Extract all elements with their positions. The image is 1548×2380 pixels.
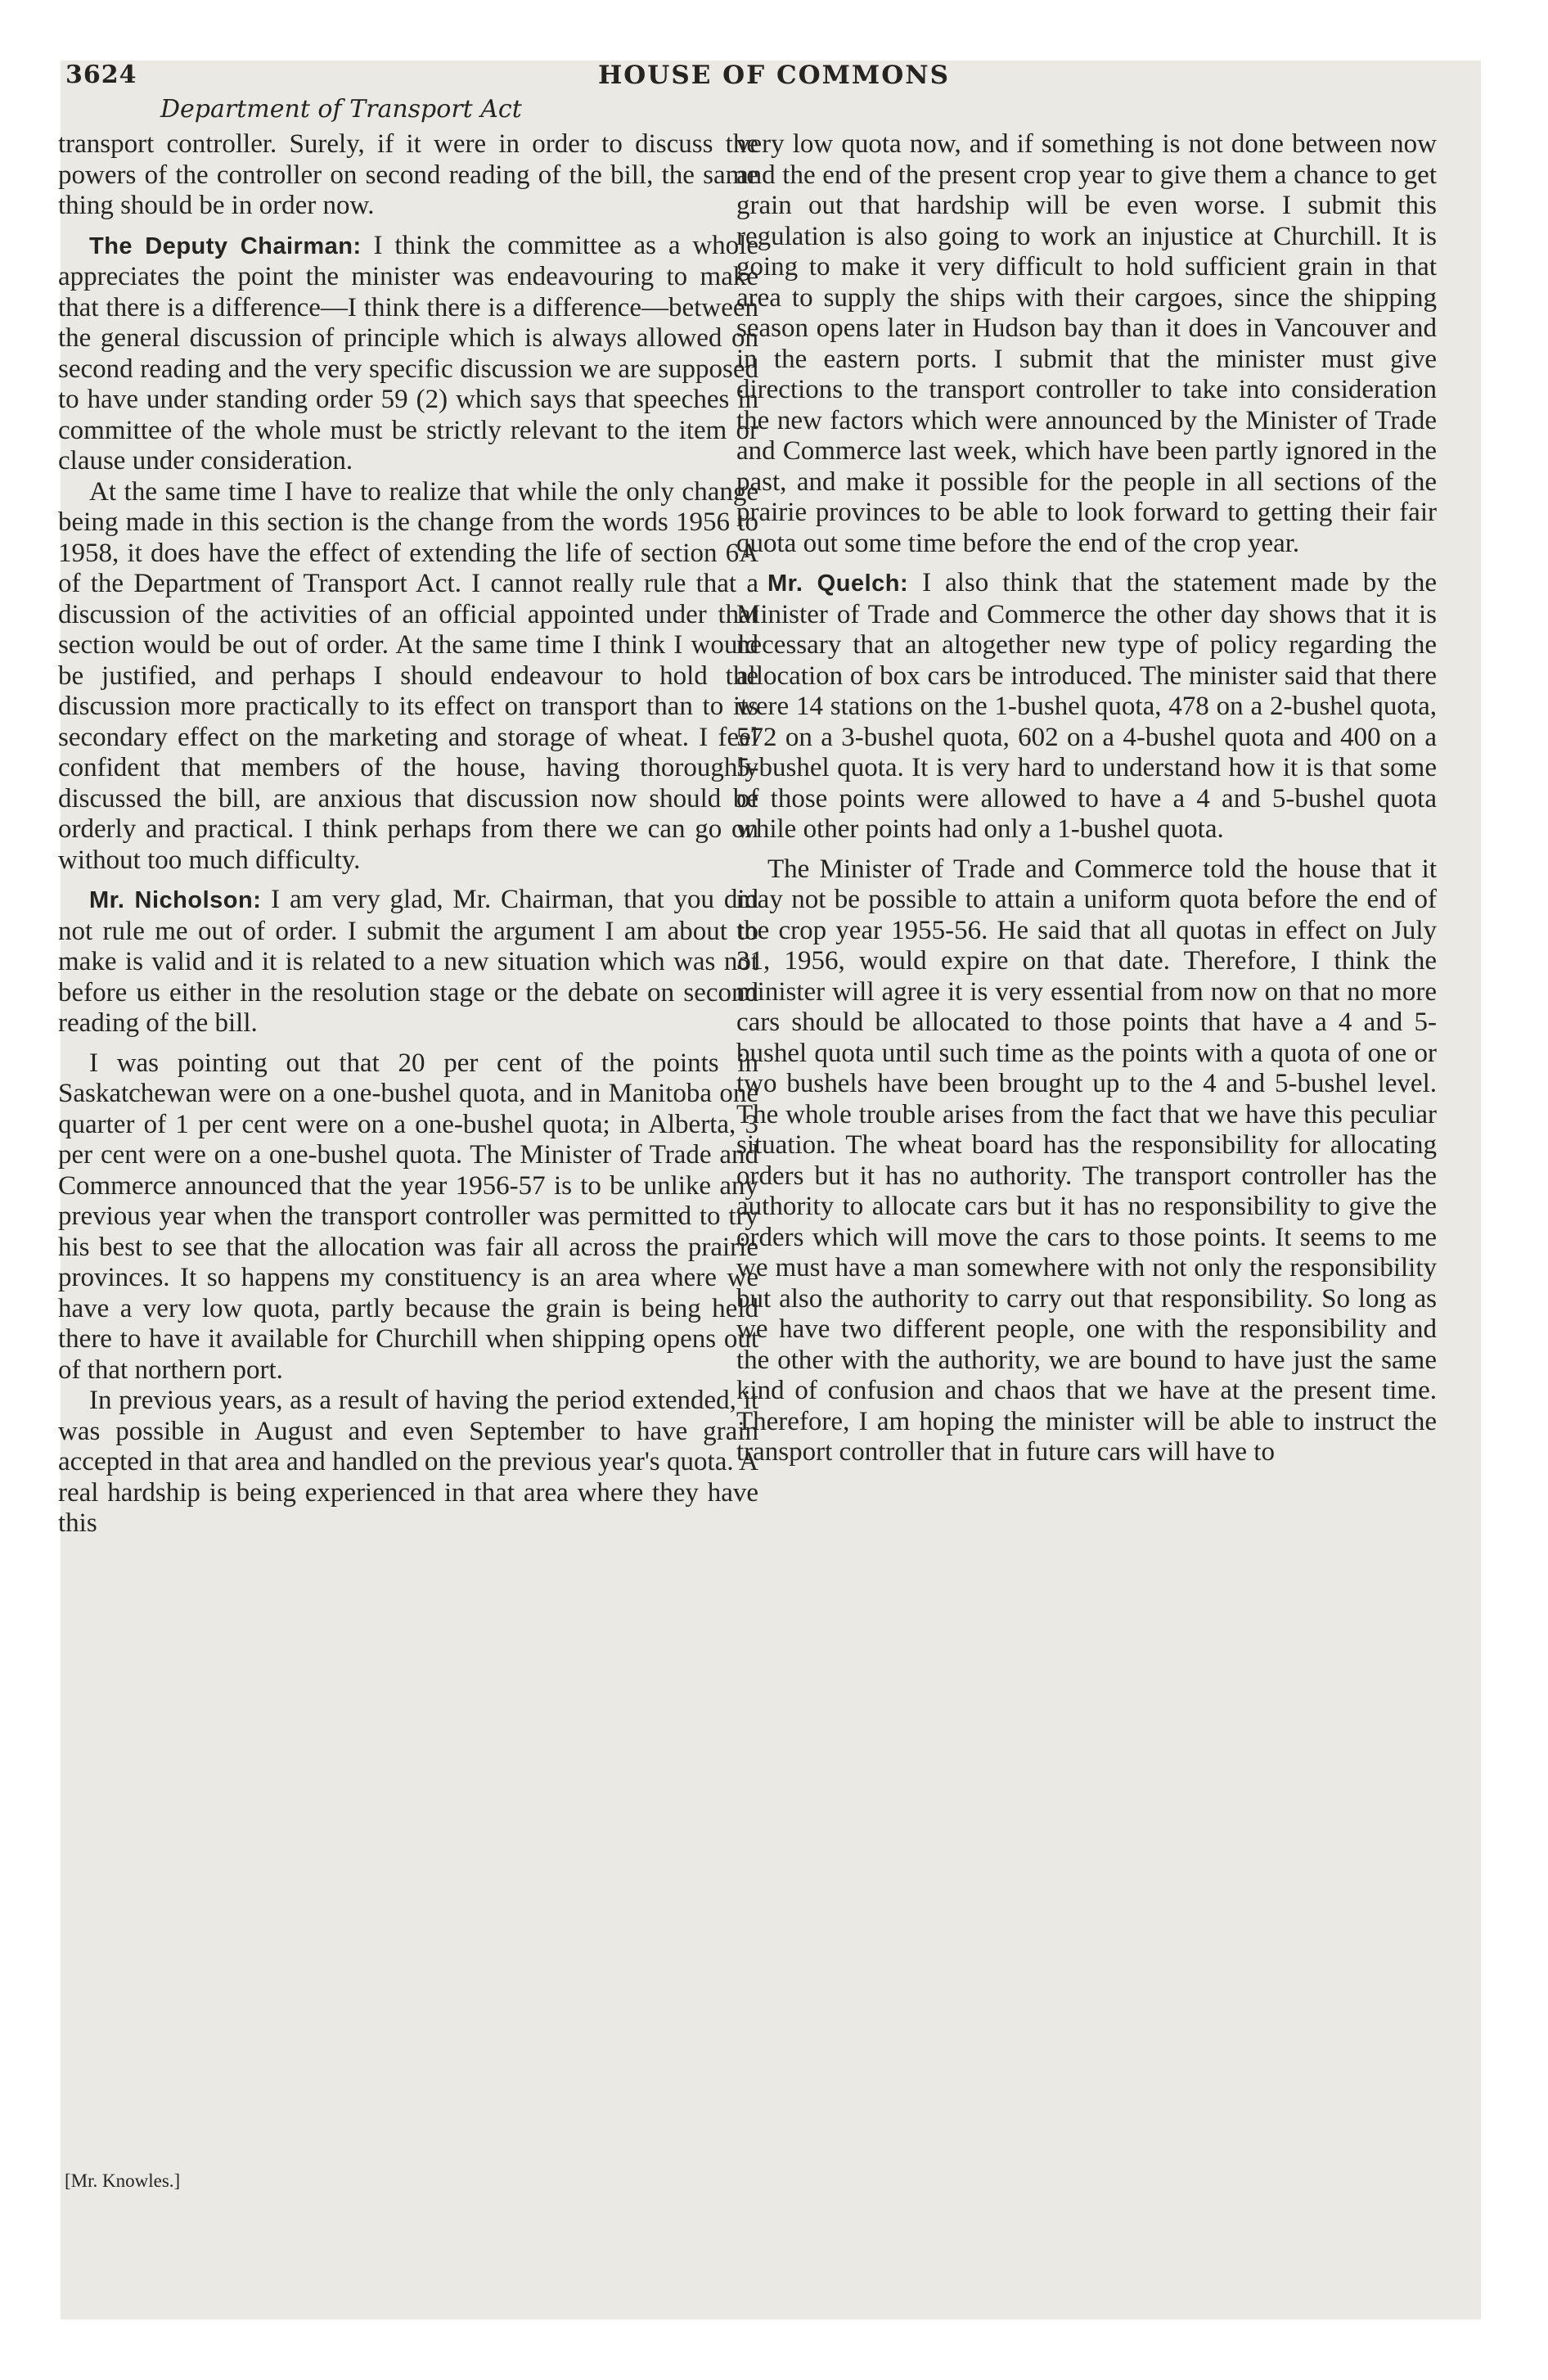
paragraph: [736, 129, 1437, 559]
right-column: [736, 129, 1437, 1468]
paragraph-text: At the same time I have to realize that while the only change being made in this section is the change from the words 1956 to 1958, it does have the effect of extending the life of section 6A of the Department of Transport Act. I cannot really rule that a discussion of the activities of an official appointed under that section would be out of order. At the same time I think I would be justified, and perhaps I should endeavour to hold the discussion more practically to its effect on transport than to its secondary effect on the marketing and storage of wheat. I feel confident that members of the house, having thoroughly discussed the bill, are anxious that discussion now should be orderly and practical. I think perhaps from there we can go on without too much difficulty.: [58, 476, 758, 875]
paragraph-text: In previous years, as a result of having the period extended, it was possible in August and even September to have grain accepted in that area and handled on the previous year's quota. A real hardship is being experienced in that area where they have this: [58, 1386, 758, 1538]
paragraph: [58, 129, 758, 222]
paragraph-text: transport controller. Surely, if it were in order to discuss the powers of the controller on second reading of the bill, the same thing should be in order now.: [58, 129, 758, 220]
paragraph: [58, 1048, 758, 1386]
paragraph: [58, 885, 758, 1039]
paragraph-text: The Minister of Trade and Commerce told the house that it may not be possible to attain a uniform quota before the end of the crop year 1955-56. He said that all quotas in effect on July 31, 1956, would expire on that date. Therefore, I think the minister will agree it is very essential from now on that no more cars should be allocated to those points that have a 4 and 5-bushel quota until such time as the points with a quota of one or two bushels have been brought up to the 4 and 5-bushel level. The whole trouble arises from the fact that we have this peculiar situation. The wheat board has the responsibility for allocating orders but it has no authority. The transport controller has the authority to allocate cars but it has no responsibility to give the orders which will move the cars to those points. It seems to me we must have a man somewhere with not only the responsibility but also the authority to carry out that responsibility. So long as we have two different people, one with the responsibility and the other with the authority, we are bound to have just the same kind of confusion and chaos that we have at the present time. Therefore, I am hoping the minister will be able to instruct the transport controller that in future cars will have to: [736, 854, 1437, 1467]
paragraph-text: very low quota now, and if something is not done between now and the end of the present crop year to give them a chance to get grain out that hardship will be even worse. I submit this regulation is also going to work an injustice at Churchill. It is going to make it very difficult to hold sufficient grain in that area to supply the ships with their cargoes, since the shipping season opens later in Hudson bay than it does in Vancouver and in the eastern ports. I submit that the minister must give directions to the transport controller to take into consideration the new factors which were announced by the Minister of Trade and Commerce last week, which have been partly ignored in the past, and make it possible for the people in all sections of the prairie provinces to be able to look forward to getting their fair quota out some time before the end of the crop year.: [736, 129, 1437, 558]
speaker-name: Mr. Quelch:: [767, 570, 909, 597]
left-column: [58, 129, 758, 1539]
paragraph-text: I am very glad, Mr. Chairman, that you did not rule me out of order. I submit the argument I am about to make is valid and it is related to a new situation which was not before us either in the resolution stage or the debate on second reading of the bill.: [58, 885, 758, 1038]
speaker-name: Mr. Nicholson:: [89, 887, 262, 913]
page-number: 3624: [65, 61, 137, 89]
paragraph-text: I think the committee as a whole appreciates the point the minister was endeavouring to make that there is a difference—I think there is a difference—between the general discussion of principle which is always allowed on second reading and the very specific discussion we are supposed to have under standing order 59 (2) which says that speeches in committee of the whole must be strictly relevant to the item or clause under consideration.: [58, 230, 758, 476]
speaker-footnote: [Mr. Knowles.]: [65, 2170, 181, 2191]
running-head: HOUSE OF COMMONS: [598, 61, 950, 90]
paragraph: [58, 1386, 758, 1539]
paragraph: [736, 854, 1437, 1468]
section-title: Department of Transport Act: [160, 95, 522, 124]
paragraph-text: I was pointing out that 20 per cent of the points in Saskatchewan were on a one-bushel quota, and in Manitoba one quarter of 1 per cent were on a one-bushel quota; in Alberta, 3 per cent were on a one-bushel quota. The Minister of Trade and Commerce announced that the year 1956-57 is to be unlike any previous year when the transport controller was permitted to try his best to see that the allocation was fair all across the prairie provinces. It so happens my constituency is an area where we have a very low quota, partly because the grain is being held there to have it available for Churchill when shipping opens out of that northern port.: [58, 1048, 758, 1385]
paragraph: [58, 231, 758, 477]
speaker-name: The Deputy Chairman:: [89, 232, 362, 259]
paragraph: [736, 568, 1437, 845]
paragraph-text: I also think that the statement made by the Minister of Trade and Commerce the other day shows that it is necessary that an altogether new type of policy regarding the allocation of box cars be introduced. The minister said that there were 14 stations on the 1-bushel quota, 478 on a 2-bushel quota, 572 on a 3-bushel quota, 602 on a 4-bushel quota and 400 on a 5-bushel quota. It is very hard to understand how it is that some of those points were allowed to have a 4 and 5-bushel quota while other points had only a 1-bushel quota.: [736, 568, 1437, 844]
paragraph: [58, 477, 758, 877]
